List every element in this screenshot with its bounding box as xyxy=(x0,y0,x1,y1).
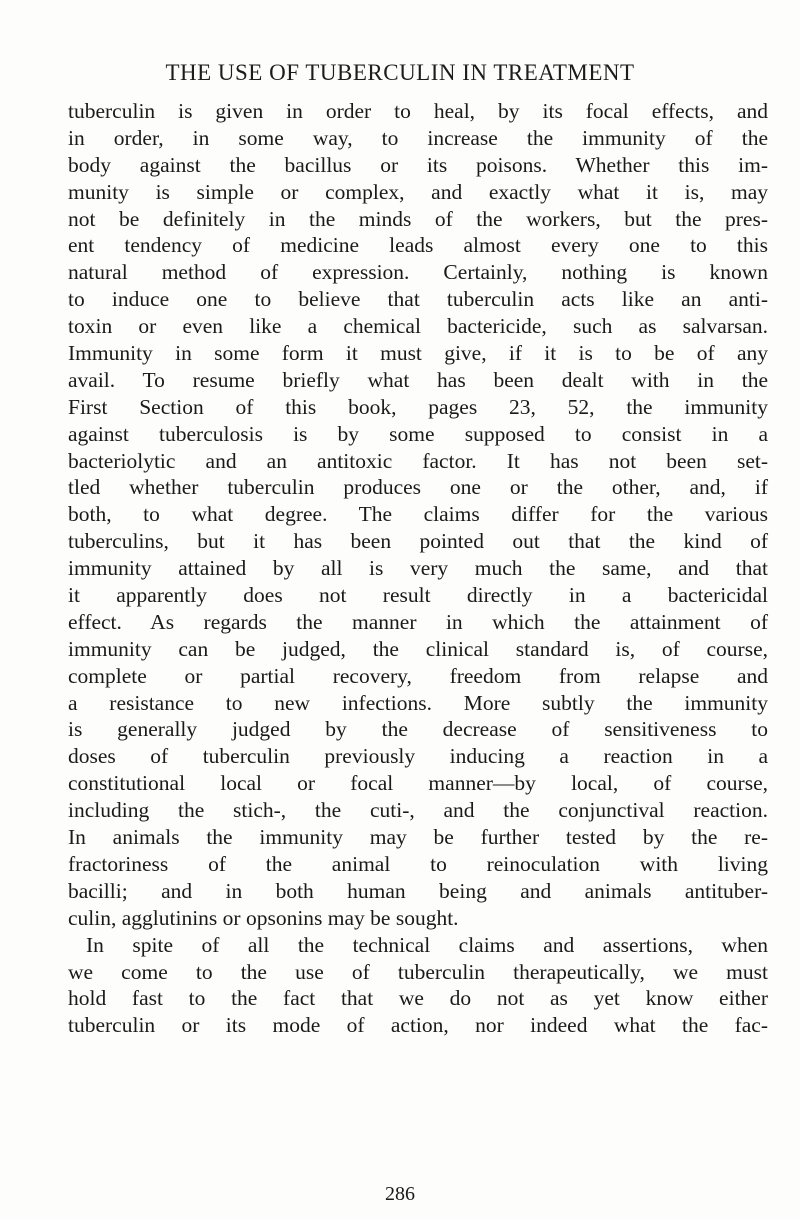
text-line: is generally judged by the decrease of sensitiveness to xyxy=(68,717,768,742)
text-line: to induce one to believe that tuberculin acts like an anti- xyxy=(68,287,768,312)
text-line: tuberculin or its mode of action, nor indeed what the fac- xyxy=(68,1013,768,1038)
text-line: natural method of expression. Certainly, nothing is known xyxy=(68,260,768,285)
text-line: against tuberculosis is by some supposed to consist in a xyxy=(68,421,768,446)
text-line: constitutional local or focal manner—by local, of course, xyxy=(68,771,768,796)
text-line: toxin or even like a chemical bactericide, such as salvarsan. xyxy=(68,314,768,339)
text-line: In animals the immunity may be further tested by the re- xyxy=(68,825,768,850)
running-head: THE USE OF TUBERCULIN IN TREATMENT xyxy=(165,60,635,85)
text-line: it apparently does not result directly in a bactericidal xyxy=(68,583,768,608)
text-line: Immunity in some form it must give, if it is to be of any xyxy=(68,341,768,366)
text-line: tuberculins, but it has been pointed out that the kind of xyxy=(68,529,768,554)
text-line: fractoriness of the animal to reinoculation with living xyxy=(68,851,768,876)
text-line: including the stich-, the cuti-, and the conjunctival reaction. xyxy=(68,798,768,823)
text-line: both, to what degree. The claims differ for the various xyxy=(68,502,768,527)
text-line: effect. As regards the manner in which the attainment of xyxy=(68,609,768,634)
body-text xyxy=(68,98,768,1039)
text-line: tled whether tuberculin produces one or the other, and, if xyxy=(68,475,768,500)
text-line: in order, in some way, to increase the immunity of the xyxy=(68,125,768,150)
text-line: bacilli; and in both human being and animals antituber- xyxy=(68,878,768,903)
text-line: First Section of this book, pages 23, 52, the immunity xyxy=(68,394,768,419)
text-line: doses of tuberculin previously inducing a reaction in a xyxy=(68,744,768,769)
text-line: complete or partial recovery, freedom from relapse and xyxy=(68,663,768,688)
text-line: body against the bacillus or its poisons. Whether this im- xyxy=(68,152,768,177)
text-line: ent tendency of medicine leads almost every one to this xyxy=(68,233,768,258)
text-line: tuberculin is given in order to heal, by its focal effects, and xyxy=(68,99,768,123)
paragraph-start-line: In spite of all the technical claims and assertions, when xyxy=(86,932,768,957)
text-line: munity is simple or complex, and exactly what it is, may xyxy=(68,179,768,204)
page-number: 286 xyxy=(385,1183,415,1205)
text-line: not be definitely in the minds of the workers, but the pres- xyxy=(68,206,768,231)
text-line: bacteriolytic and an antitoxic factor. It has not been set- xyxy=(68,448,768,473)
text-line: immunity attained by all is very much the same, and that xyxy=(68,556,768,581)
text-line: avail. To resume briefly what has been dealt with in the xyxy=(68,367,768,392)
paragraph-end-line: culin, agglutinins or opsonins may be sought. xyxy=(68,905,459,930)
text-line: immunity can be judged, the clinical standard is, of course, xyxy=(68,636,768,661)
text-line: we come to the use of tuberculin therapeutically, we must xyxy=(68,959,768,984)
text-line: hold fast to the fact that we do not as yet know either xyxy=(68,986,768,1011)
text-line: a resistance to new infections. More subtly the immunity xyxy=(68,690,768,715)
